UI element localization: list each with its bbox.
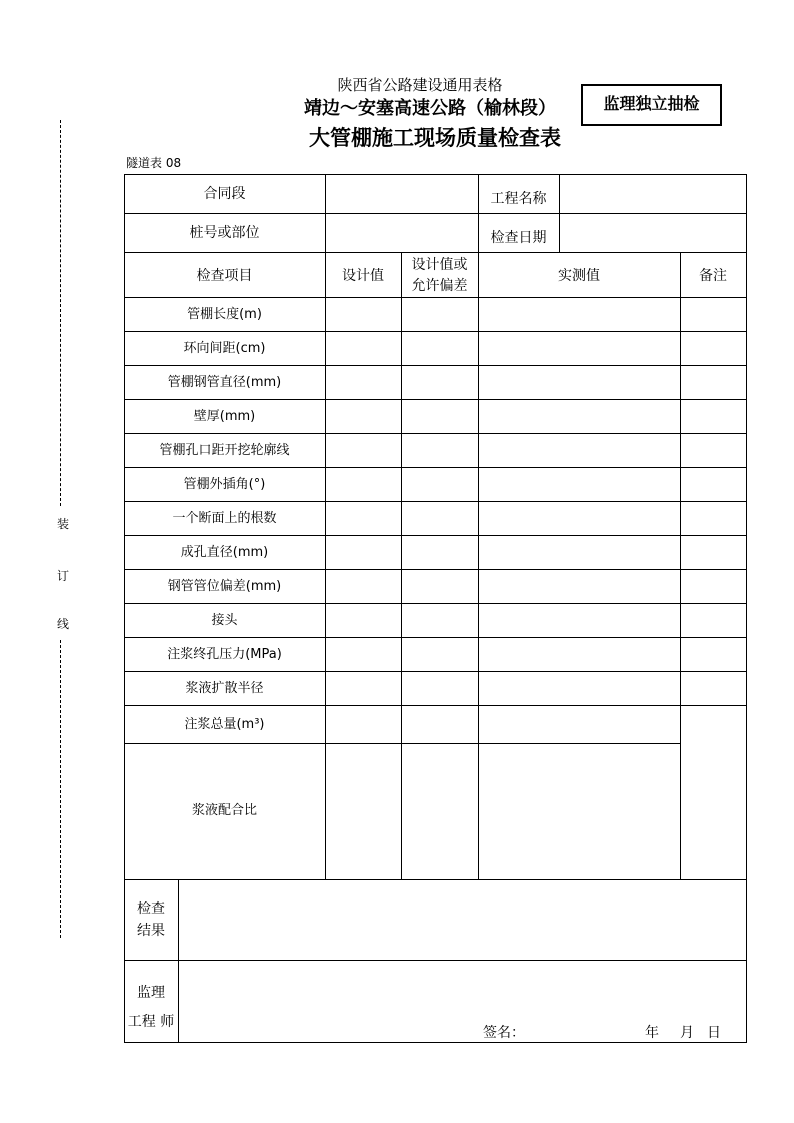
- item-row-label: 管棚长度(m): [187, 307, 262, 322]
- date-month: 月: [680, 1025, 694, 1041]
- binding-char-2: 订: [57, 569, 70, 583]
- contract-label: 合同段: [203, 186, 246, 202]
- date-day: 日: [707, 1025, 721, 1041]
- result-label-l1: 检查: [137, 901, 165, 917]
- project-name-label: 工程名称: [490, 191, 547, 207]
- item-row-label: 一个断面上的根数: [172, 511, 277, 526]
- col-measured-header: 实测值: [558, 268, 600, 284]
- binding-char-1: 装: [57, 517, 70, 531]
- form-title: 大管棚施工现场质量检查表: [309, 126, 561, 150]
- binding-line-lower: [60, 640, 61, 938]
- item-row-label: 浆液扩散半径: [185, 681, 264, 696]
- check-date-label: 检查日期: [490, 230, 547, 246]
- result-label-l2: 结果: [137, 923, 165, 939]
- station-label: 桩号或部位: [189, 225, 260, 241]
- item-row-label: 注浆终孔压力(MPa): [167, 647, 282, 662]
- item-row-label: 接头: [211, 613, 238, 628]
- col-allow-header-l1: 设计值或: [411, 257, 468, 273]
- col-design-header: 设计值: [342, 268, 384, 284]
- item-row-label: 管棚外插角(°): [183, 477, 266, 492]
- province-line: 陕西省公路建设通用表格: [337, 76, 503, 94]
- date-year: 年: [645, 1025, 659, 1041]
- supervisor-label-l1: 监理: [137, 985, 165, 1001]
- item-row-label: 环向间距(cm): [183, 341, 266, 356]
- col-item-header: 检查项目: [196, 268, 253, 284]
- item-row-label: 壁厚(mm): [193, 409, 256, 424]
- binding-char-3: 线: [57, 617, 70, 631]
- project-line: 靖边～安塞高速公路（榆林段）: [304, 98, 556, 119]
- item-row-label: 成孔直径(mm): [180, 545, 269, 560]
- independent-check-stamp: [581, 84, 722, 126]
- stamp-label: 监理独立抽检: [603, 94, 700, 113]
- col-allow-header-l2: 允许偏差: [411, 278, 468, 294]
- form-number: 隧道表 08: [126, 156, 182, 170]
- item-row-label: 管棚钢管直径(mm): [167, 375, 282, 390]
- signature-label: 签名：: [483, 1025, 525, 1041]
- item-row-label: 管棚孔口距开挖轮廓线: [159, 443, 290, 458]
- item-row-label: 浆液配合比: [191, 803, 257, 818]
- col-remark-header: 备注: [699, 268, 727, 284]
- item-row-label: 钢管管位偏差(mm): [167, 579, 282, 594]
- item-row-label: 注浆总量(m³): [184, 717, 265, 732]
- binding-line-upper: [60, 120, 61, 506]
- supervisor-label-l2: 工程 师: [127, 1014, 175, 1030]
